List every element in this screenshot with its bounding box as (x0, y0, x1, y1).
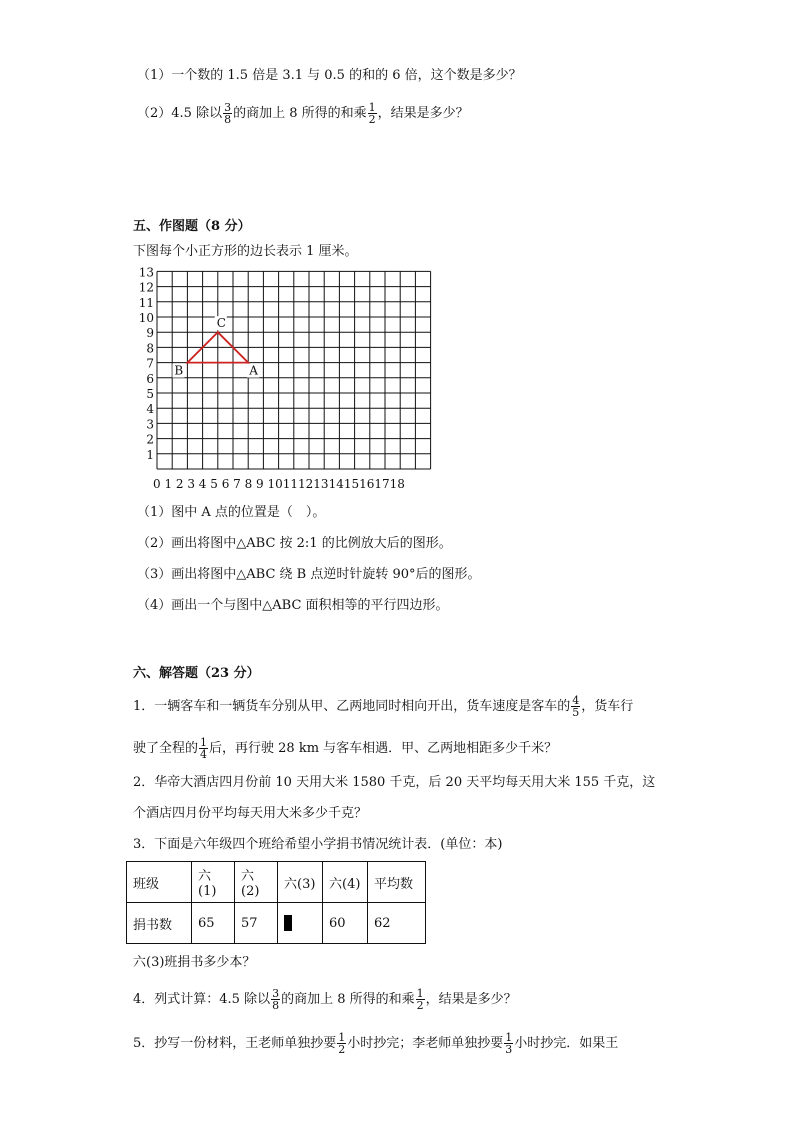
table-cell: 62 (368, 903, 426, 944)
table-row (127, 903, 426, 944)
problem-3-intro: 3．下面是六年级四个班给希望小学捐书情况统计表．(单位：本) (133, 837, 503, 852)
vertex-label-b: B (174, 363, 184, 378)
question-5-4: （4）画出一个与图中△ABC 面积相等的平行四边形。 (137, 598, 449, 613)
y-tick-label: 6 (146, 371, 154, 386)
table-row-label: 捐书数 (127, 903, 192, 944)
table-cell: 65 (192, 903, 235, 944)
problem-5: 5．抄写一份材料，王老师单独抄要 $\frac{1}{2}$ 小时抄完；李老师单独抄要 $\frac{1}{3}$ 小时抄完．如果王 (133, 1031, 619, 1056)
table-header-cell: 六(2) (235, 862, 278, 903)
table-header-cell: 六(4) (323, 862, 368, 903)
section-5-heading: 五、作图题（8 分） (133, 219, 251, 234)
problem-1-line-1: 1．一辆客车和一辆货车分别从甲、乙两地同时相向开出，货车速度是客车的 $\frac{4}{5}$ ，货车行 (133, 694, 634, 719)
section-6-heading: 六、解答题（23 分） (133, 666, 260, 681)
y-tick-label: 13 (138, 265, 154, 280)
y-tick-label: 7 (146, 356, 154, 371)
y-tick-label: 5 (146, 387, 154, 401)
y-tick-label: 2 (146, 432, 154, 447)
question-5-2: （2）画出将图中△ABC 按 2:1 的比例放大后的图形。 (137, 536, 452, 551)
fraction: $\frac{3}{8}$ (224, 101, 232, 126)
fraction: $\frac{4}{5}$ (572, 694, 580, 719)
table-cell: 57 (235, 903, 278, 944)
vertex-label-c: C (216, 316, 226, 331)
y-tick-label: 11 (138, 295, 154, 310)
y-tick-label: 10 (138, 311, 154, 325)
fraction: $\frac{1}{4}$ (200, 736, 208, 761)
question-4-2: （2）4.5 除以 $\frac{3}{8}$ 的商加上 8 所得的和乘 $\frac{1}{2}$ ，结果是多少？ (137, 101, 469, 126)
problem-2-line-2: 个酒店四月份平均每天用大米多少千克？ (133, 806, 368, 821)
y-tick-label: 4 (146, 402, 154, 417)
table-header-cell: 平均数 (368, 862, 426, 903)
problem-4: 4．列式计算：4.5 除以 $\frac{3}{8}$ 的商加上 8 所得的和乘 $\frac{1}{2}$ ，结果是多少？ (133, 987, 517, 1012)
fraction: $\frac{1}{2}$ (368, 101, 376, 126)
question-4-1: （1）一个数的 1.5 倍是 3.1 与 0.5 的和的 6 倍，这个数是多少？ (137, 68, 522, 83)
y-tick-label: 1 (146, 447, 154, 462)
table-header-cell: 六(1) (192, 862, 235, 903)
y-tick-label: 8 (146, 341, 154, 356)
vertex-label-a: A (249, 363, 258, 378)
y-tick-label: 12 (138, 280, 154, 295)
problem-2-line-1: 2．华帝大酒店四月份前 10 天用大米 1580 千克，后 20 天平均每天用大米 155 千克，这 (133, 775, 656, 790)
fraction: $\frac{3}{8}$ (272, 987, 280, 1012)
table-header-cell: 六(3) (278, 862, 323, 903)
coordinate-grid (0, 0, 794, 500)
y-tick-label: 3 (146, 417, 154, 432)
fraction: $\frac{1}{3}$ (505, 1031, 513, 1056)
problem-3-question: 六(3)班捐书多少本？ (133, 955, 256, 970)
table-cell-hidden (278, 903, 323, 944)
question-5-1: （1）图中 A 点的位置是（ ）。 (137, 505, 326, 520)
y-tick-label: 9 (146, 326, 154, 341)
ink-blot-icon (284, 915, 292, 931)
problem-1-line-2: 驶了全程的 $\frac{1}{4}$ 后，再行驶 28 km 与客车相遇．甲、乙两地相距多少千米？ (133, 736, 558, 761)
donation-table (126, 861, 426, 944)
question-5-3: （3）画出将图中△ABC 绕 B 点逆时针旋转 90°后的图形。 (137, 567, 481, 582)
fraction: $\frac{1}{2}$ (416, 987, 424, 1012)
fraction: $\frac{1}{2}$ (338, 1031, 346, 1056)
section-5-description: 下图每个小正方形的边长表示 1 厘米。 (133, 244, 358, 259)
table-header-row (127, 862, 426, 903)
table-header-cell: 班级 (127, 862, 192, 903)
table-cell: 60 (323, 903, 368, 944)
x-axis-labels: 0 1 2 3 4 5 6 7 8 9 101112131415161718 (153, 477, 405, 491)
